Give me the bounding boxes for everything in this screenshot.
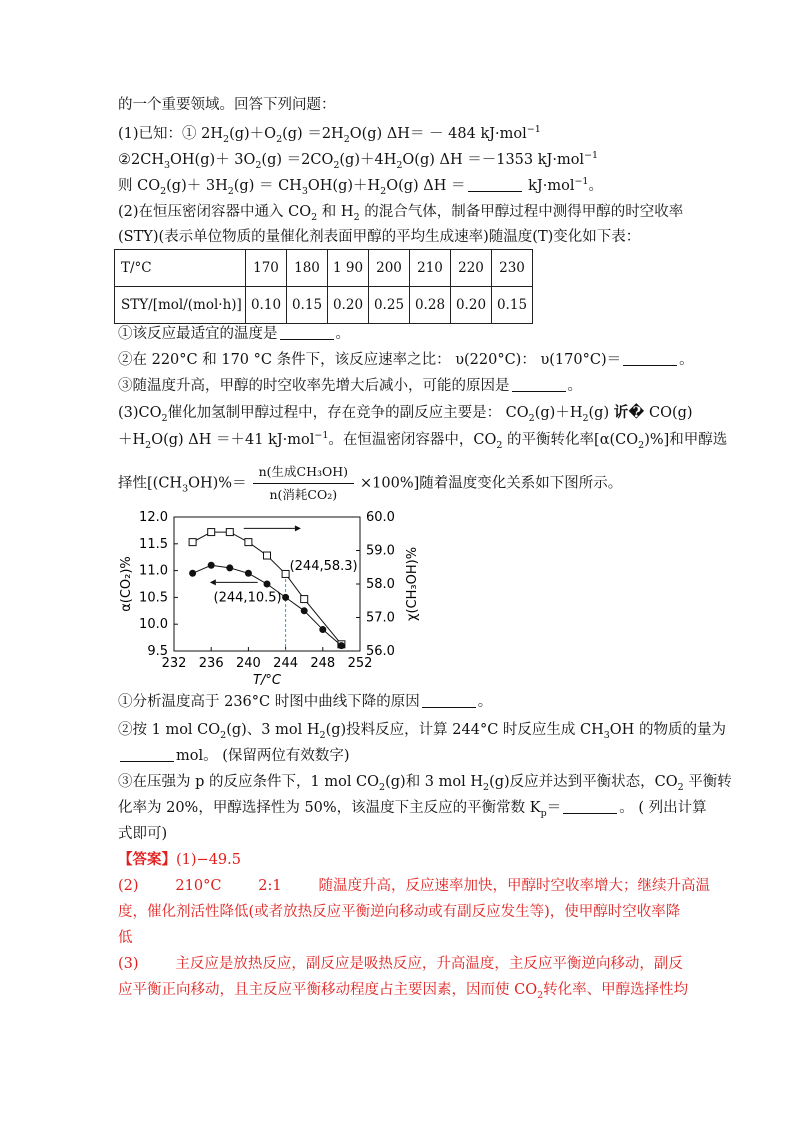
table-cell: 210 xyxy=(410,250,451,287)
x-tick-label: 252 xyxy=(347,656,373,671)
conversion-point xyxy=(338,642,345,649)
text-line: 择性[$(CH_3OH)\%=$ $\frac{\text{n(生成CH₃OH)}}{\text{n(消耗CO₂)}}$ ×100%]随着温度变化关系如下图所示。 xyxy=(118,462,622,505)
conversion-selectivity-chart xyxy=(110,505,440,690)
conversion-point xyxy=(282,594,289,601)
text-line: (2)在恒压密闭容器中通入 $CO_2$ 和 $H_2$ 的混合气体，制备甲醇过程中测得甲醇的时空收率 xyxy=(118,204,684,223)
table-cell: 220 xyxy=(451,250,492,287)
answer-line: (2) 210°C 2:1 随温度升高，反应速率加快，甲醇时空收率增大；继续升高温 xyxy=(118,878,711,894)
selectivity-point xyxy=(189,539,196,546)
text-line: 则 $CO_2(g)+ 3H_2(g) = CH_3OH(g)+H_2O(g) \Delta H = kJ\cdot mol^{-1}$。 xyxy=(118,176,603,197)
arrow-left-head xyxy=(210,579,216,585)
selectivity-point xyxy=(208,529,215,536)
text-line: $(3)CO_2$催化加氢制甲醇过程中，存在竞争的副反应主要是： $CO_2(g)+H_2(g)$ 䜣� CO(g) xyxy=(118,404,693,424)
y-left-tick-label: 10.0 xyxy=(139,617,168,633)
selectivity-point xyxy=(264,552,271,559)
conversion-point xyxy=(245,570,252,577)
table-cell: 0.20 xyxy=(328,287,369,324)
answer-blank xyxy=(512,377,566,392)
conversion-line xyxy=(193,565,342,645)
y-left-tick-label: 10.5 xyxy=(139,590,168,606)
answer-line: (3) 主反应是放热反应，副反应是吸热反应，升高温度，主反应平衡逆向移动，副反 xyxy=(118,956,683,972)
table-row xyxy=(115,250,533,287)
answer-blank xyxy=(280,325,334,340)
conversion-point xyxy=(319,626,326,633)
text-line: 式即可) xyxy=(118,826,168,842)
answer-blank xyxy=(623,351,677,366)
x-tick-label: 232 xyxy=(161,656,187,671)
x-tick-label: 236 xyxy=(198,656,224,671)
text-line: ②在 220°C 和 170 °C 条件下，该反应速率之比： υ(220°C)： υ(170°C)＝ 。 xyxy=(118,352,694,368)
y-right-tick-label: 60.0 xyxy=(366,510,395,525)
arrow-right-head xyxy=(295,525,301,531)
answer-line: 应平衡正向移动，且主反应平衡移动程度占主要因素，因而使 $CO_2$转化率、甲醇选择性均 xyxy=(118,982,689,1001)
answer-blank xyxy=(120,747,174,762)
y-right-tick-label: 56.0 xyxy=(366,644,395,659)
selectivity-point xyxy=(282,570,289,577)
sty-table xyxy=(114,249,533,324)
text-line: ①分析温度高于 236°C 时图中曲线下降的原因 。 xyxy=(118,694,493,710)
table-cell: 0.28 xyxy=(410,287,451,324)
selectivity-point xyxy=(301,596,308,603)
answer-label: 【答案】 xyxy=(118,851,176,868)
text-line: 的一个重要领域。回答下列问题： xyxy=(118,97,336,113)
table-cell: 180 xyxy=(287,250,328,287)
text-line: $②2CH_3OH(g)+ 3O_2(g) =2CO_2(g)+4H_2O(g)$ ΔH ＝－1353 kJ·mol$^{-1}$ xyxy=(118,150,599,171)
table-cell: 0.10 xyxy=(246,287,287,324)
table-row xyxy=(115,287,533,324)
garbled-equilibrium-symbol: 䜣� xyxy=(613,404,645,421)
table-cell: 0.15 xyxy=(492,287,533,324)
text-line: ②按 1 mol $CO_2(g)$、3 mol $H_2(g)$投料反应，计算 244°C 时反应生成 $CH_3OH$ 的物质的量为 xyxy=(118,722,726,741)
table-cell: 0.20 xyxy=(451,287,492,324)
table-cell: 1 90 xyxy=(328,250,369,287)
text-line: mol。 (保留两位有效数字) xyxy=(118,746,350,766)
conversion-point xyxy=(301,607,308,614)
y-right-tick-label: 57.0 xyxy=(366,610,395,626)
table-cell: 230 xyxy=(492,250,533,287)
text-line: ①该反应最适宜的温度是 。 xyxy=(118,326,350,342)
text-line: (STY)(表示单位物质的量催化剂表面甲醇的平均生成速率)随温度(T)变化如下表： xyxy=(118,229,641,245)
table-cell: 170 xyxy=(246,250,287,287)
annotation-conversion: (244,10.5) xyxy=(213,590,282,606)
table-header-cell: STY/[mol/(mol·h)] xyxy=(115,287,246,324)
table-cell: 0.15 xyxy=(287,287,328,324)
fraction-numerator: n(生成CH₃OH) xyxy=(253,462,354,484)
x-tick-label: 244 xyxy=(273,656,299,671)
conversion-point xyxy=(189,570,196,577)
y-left-tick-label: 11.5 xyxy=(139,536,168,552)
table-header-cell: T/°C xyxy=(115,250,246,287)
answer-blank xyxy=(422,693,476,708)
x-tick-label: 240 xyxy=(235,656,261,671)
conversion-point xyxy=(208,562,215,569)
answer-blank xyxy=(468,177,522,192)
answer-line: 低 xyxy=(118,930,133,946)
selectivity-line xyxy=(193,532,342,644)
text-line: ③随温度升高，甲醇的时空收率先增大后减小，可能的原因是 。 xyxy=(118,378,582,394)
text-line: (1)已知：① $2H_2(g)+O_2(g) =2H_2O(g) \Delta H= - 484$ kJ·mol$^{-1}$ xyxy=(118,124,541,145)
table-cell: 0.25 xyxy=(369,287,410,324)
table-cell: 200 xyxy=(369,250,410,287)
answer-line: 度，催化剂活性降低(或者放热反应平衡逆向移动或有副反应发生等)，使甲醇时空收率降 xyxy=(118,904,681,920)
y-left-tick-label: 9.5 xyxy=(147,644,168,659)
y-right-tick-label: 59.0 xyxy=(366,543,395,559)
text-line: ③在压强为 p 的反应条件下，1 mol $CO_2(g)$和 3 mol $H_2(g)$反应并达到平衡状态，$CO_2$ 平衡转 xyxy=(118,774,732,793)
fraction-denominator: n(消耗CO₂) xyxy=(269,487,338,502)
conversion-point xyxy=(226,564,233,571)
answer-line: 【答案】(1)−49.5 xyxy=(118,851,241,868)
selectivity-point xyxy=(226,529,233,536)
y-right-axis-label: χ(CH₃OH)% xyxy=(405,546,420,622)
text-line: $+H_2O(g)$ ΔH ＝＋41 kJ·mol$^{-1}$。在恒温密闭容器中，$CO_2$ 的平衡转化率$[\alpha(CO_2)\%]$和甲醇选 xyxy=(118,430,728,451)
x-axis-label: T/°C xyxy=(253,673,281,688)
annotation-selectivity: (244,58.3) xyxy=(289,558,358,574)
y-left-tick-label: 11.0 xyxy=(139,563,168,579)
x-tick-label: 248 xyxy=(310,656,336,671)
conversion-point xyxy=(264,581,271,588)
y-left-axis-label: α(CO₂)% xyxy=(119,556,134,612)
text-line: 化率为 20%，甲醇选择性为 50%，该温度下主反应的平衡常数 $K_p=$ 。 ( 列出计算 xyxy=(118,800,707,819)
selectivity-point xyxy=(245,539,252,546)
selectivity-fraction xyxy=(253,462,354,505)
y-right-tick-label: 58.0 xyxy=(366,577,395,592)
y-left-tick-label: 12.0 xyxy=(139,510,168,525)
answer-blank xyxy=(563,799,617,814)
